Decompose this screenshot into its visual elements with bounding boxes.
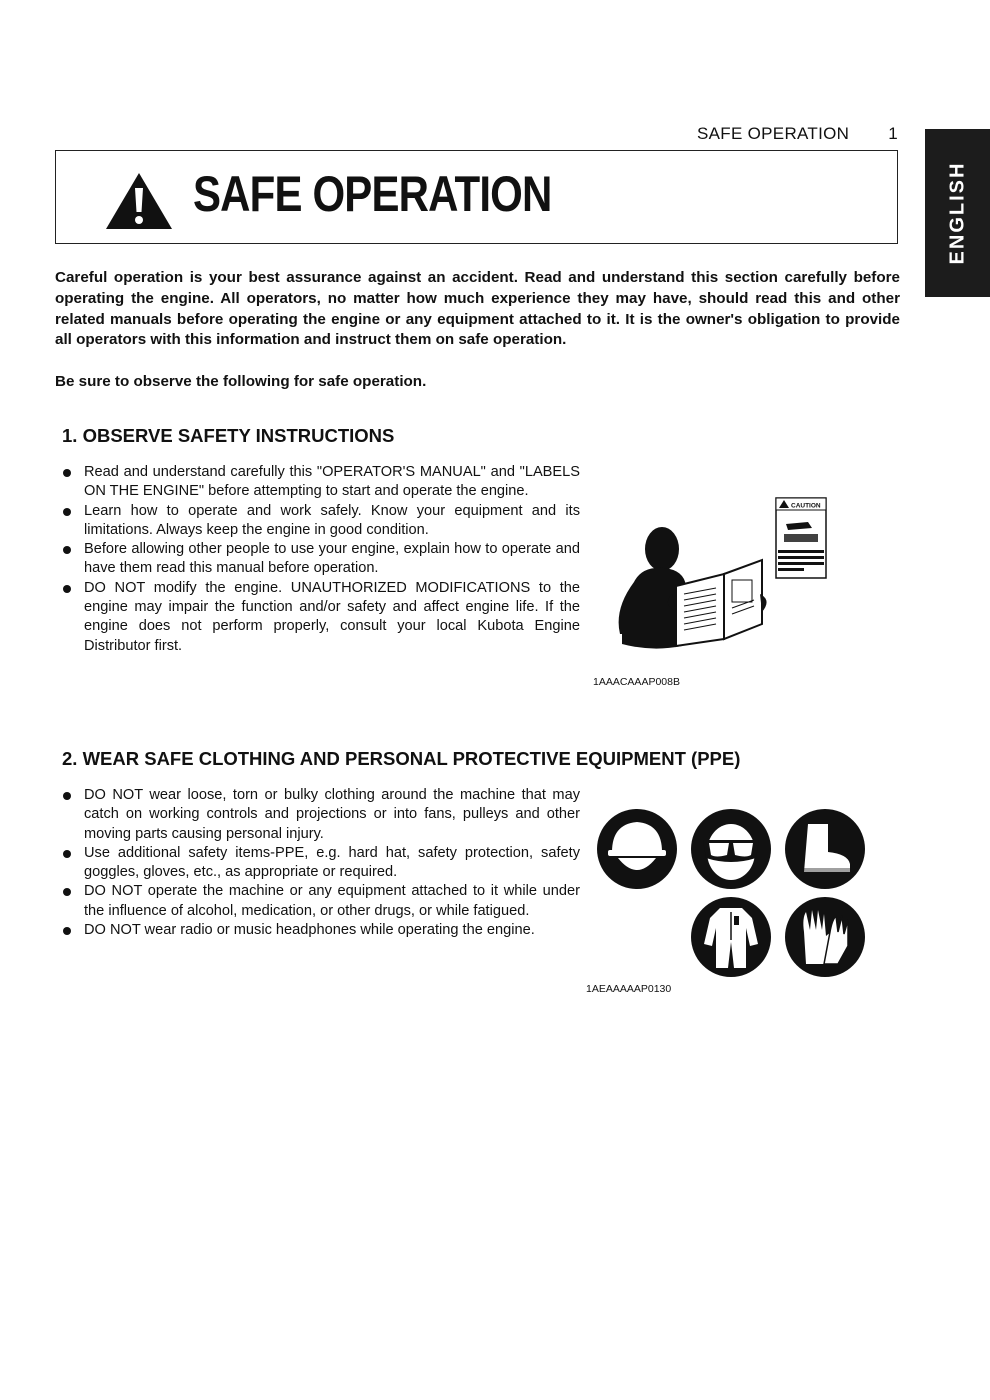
list-item: Read and understand carefully this "OPERATOR'S MANUAL" and "LABELS ON THE ENGINE" before attempting to start and operate the engine. [62, 463, 580, 502]
language-tab [925, 129, 990, 297]
list-item: DO NOT modify the engine. UNAUTHORIZED MODIFICATIONS to the engine may impair the function and/or safety and affect engine life. If the engine does not perform properly, consult your local Kubota Engine Distributor first. [62, 579, 580, 656]
coverall-icon [690, 896, 772, 978]
safety-boot-icon [784, 808, 866, 890]
section-2-bullets [62, 786, 580, 940]
list-item: DO NOT wear radio or music headphones while operating the engine. [62, 921, 580, 940]
gloves-icon [784, 896, 866, 978]
list-item: DO NOT wear loose, torn or bulky clothing around the machine that may catch on working controls and projections or into fans, pulleys and other moving parts causing personal injury. [62, 786, 580, 844]
language-tab-label: ENGLISH [946, 161, 968, 265]
hard-hat-icon [596, 808, 678, 890]
caution-label-text: CAUTION [791, 502, 821, 510]
page-number: 1 [888, 124, 898, 143]
figure-code: 1AAACAAAP008B [593, 676, 680, 688]
reading-manual-illustration [612, 494, 842, 664]
list-item: Learn how to operate and work safely. Know your equipment and its limitations. Always keep the engine in good condition. [62, 502, 580, 541]
page-title: SAFE OPERATION [193, 166, 552, 222]
section-2-title: 2. WEAR SAFE CLOTHING AND PERSONAL PROTECTIVE EQUIPMENT (PPE) [62, 748, 741, 769]
safety-goggles-icon [690, 808, 772, 890]
warning-triangle-icon [104, 171, 174, 231]
section-1-title: 1. OBSERVE SAFETY INSTRUCTIONS [62, 425, 395, 446]
running-header [697, 124, 898, 144]
list-item: DO NOT operate the machine or any equipment attached to it while under the influence of alcohol, medication, or other drugs, or while fatigued. [62, 882, 580, 921]
header-section-title: SAFE OPERATION [697, 124, 850, 143]
title-box [55, 150, 898, 244]
figure-code: 1AEAAAAAP0130 [586, 983, 672, 995]
intro-paragraph: Careful operation is your best assurance against an accident. Read and understand this section carefully before operating the engine. All operators, no matter how much experience they may have, should read this and other related manuals before operating the engine or any equipment attached to it. It is the owner's obligation to provide all operators with this information and instruct them on safe operation. [55, 269, 900, 349]
section-1-bullets [62, 463, 580, 656]
observe-note: Be sure to observe the following for safe operation. [55, 373, 427, 390]
list-item: Before allowing other people to use your engine, explain how to operate and have them read this manual before operation. [62, 540, 580, 579]
list-item: Use additional safety items-PPE, e.g. hard hat, safety protection, safety goggles, gloves, etc., as appropriate or required. [62, 844, 580, 883]
